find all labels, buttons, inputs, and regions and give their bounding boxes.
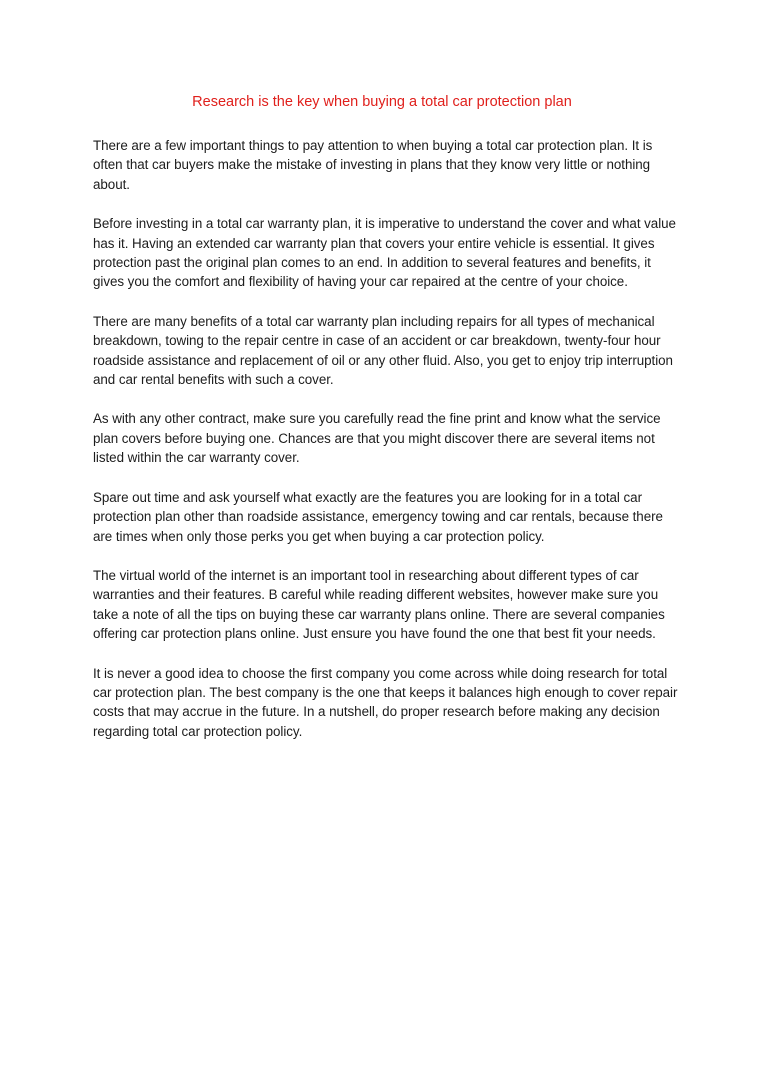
paragraph-6: The virtual world of the internet is an important tool in researching about different types of car warranties and their features. B careful while reading different websites, however make sure you take a note of all the tips on buying these car warranty plans online. There are several companies offering car protection plans online. Just ensure you have found the one that best fit your needs. <box>93 567 665 642</box>
paragraph-2: Before investing in a total car warranty plan, it is imperative to understand the cover and what value has it. Having an extended car warranty plan that covers your entire vehicle is essential. It gives protection past the original plan comes to an end. In addition to several features and benefits, it gives you the comfort and flexibility of having your car repaired at the centre of your choice. <box>93 216 676 290</box>
paragraph-1: There are a few important things to pay attention to when buying a total car protection plan. It is often that car buyers make the mistake of investing in plans that they know very little or nothing about. <box>93 138 653 192</box>
paragraph-4: As with any other contract, make sure you carefully read the fine print and know what the service plan covers before buying one. Chances are that you might discover there are several items not listed within the car warranty cover. <box>93 411 661 466</box>
paragraph-5: Spare out time and ask yourself what exactly are the features you are looking for in a total car protection plan other than roadside assistance, emergency towing and car rentals, because there are times when only those perks you get when buying a car protection policy. <box>93 489 663 544</box>
document-title: Research is the key when buying a total car protection plan <box>192 94 572 110</box>
paragraph-7: It is never a good idea to choose the first company you come across while doing research for total car protection plan. The best company is the one that keeps it balances high enough to cover repair costs that may accrue in the future. In a nutshell, do proper research before making any decision regarding total car protection policy. <box>93 665 678 739</box>
document-body <box>93 136 683 761</box>
paragraph-3: There are many benefits of a total car warranty plan including repairs for all types of mechanical breakdown, towing to the repair centre in case of an accident or car breakdown, twenty-four hour roadside assistance and replacement of oil or any other fluid. Also, you get to enjoy trip interruption and car rental benefits with such a cover. <box>93 313 673 388</box>
